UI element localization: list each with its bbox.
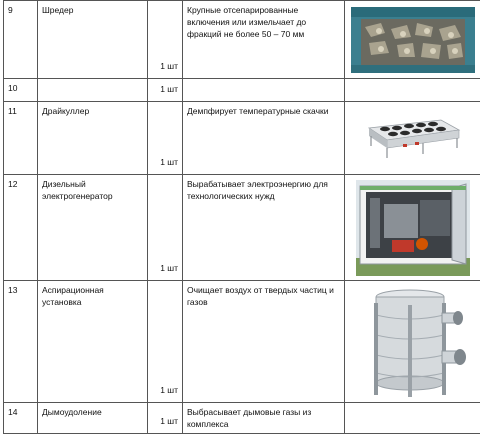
table-row [4,281,480,403]
row-number: 10 [4,79,38,102]
row-number: 11 [4,102,38,175]
quantity: 1 шт [148,1,183,79]
quantity: 1 шт [148,281,183,403]
equipment-description: Выбрасывает дымовые газы из комплекса [183,403,345,434]
equipment-name: Дизельный электрогенератор [38,175,148,281]
equipment-name: Шредер [38,1,148,79]
equipment-name: Драйкуллер [38,102,148,175]
empty-image-cell [345,403,480,434]
aspiration-unit-photo [345,281,480,403]
equipment-name: Дымоудоление [38,403,148,434]
table-row [4,79,480,102]
empty-image-cell [345,79,480,102]
shredder-photo [345,1,480,79]
table-row [4,403,480,434]
table-row [4,102,480,175]
drycooler-photo [345,102,480,175]
row-number: 9 [4,1,38,79]
equipment-description: Демпфирует температурные скачки [183,102,345,175]
equipment-table [3,0,480,434]
quantity: 1 шт [148,403,183,434]
quantity: 1 шт [148,175,183,281]
table-row [4,1,480,79]
equipment-name: Аспирационная установка [38,281,148,403]
row-number: 13 [4,281,38,403]
equipment-description: Крупные отсепарированные включения или измельчает до фракций не более 50 – 70 мм [183,1,345,79]
row-number: 14 [4,403,38,434]
equipment-description: Вырабатывает электроэнергию для технологических нужд [183,175,345,281]
equipment-description: Очищает воздух от твердых частиц и газов [183,281,345,403]
row-number: 12 [4,175,38,281]
generator-container-photo [345,175,480,281]
equipment-name [38,79,148,102]
quantity: 1 шт [148,102,183,175]
equipment-description [183,79,345,102]
table-row [4,175,480,281]
quantity: 1 шт [148,79,183,102]
